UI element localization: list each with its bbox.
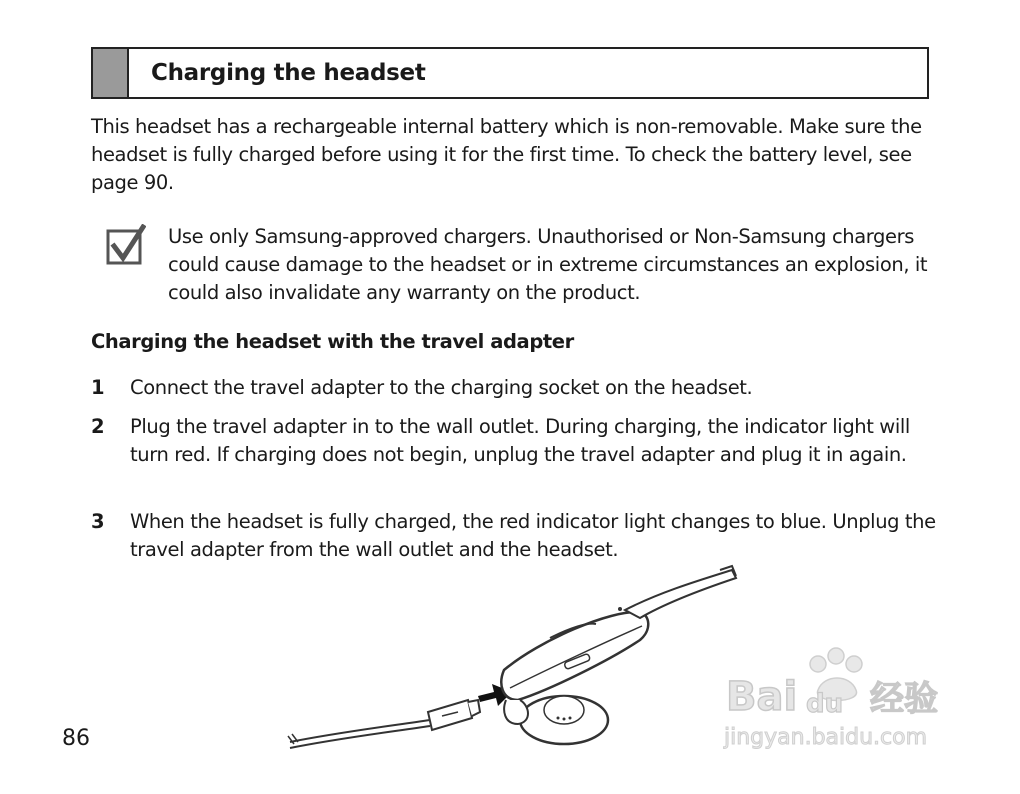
step-text: Connect the travel adapter to the charging socket on the headset. xyxy=(130,376,753,399)
checkbox-icon xyxy=(106,224,146,266)
section-title: Charging the headset xyxy=(151,60,426,86)
svg-text:jingyan.baidu.com: jingyan.baidu.com xyxy=(724,725,928,750)
svg-text:Bai: Bai xyxy=(726,674,798,720)
svg-text:du: du xyxy=(806,689,844,719)
step-text: When the headset is fully charged, the red indicator light changes to blue. Unplug the travel adapter from the wall outlet and the headset. xyxy=(130,510,936,561)
note-text: Use only Samsung-approved chargers. Unauthorised or Non-Samsung chargers could cause damage to the headset or in extreme circumstances an explosion, it could also invalidate any warranty on the product. xyxy=(168,225,928,304)
page-number: 86 xyxy=(62,726,90,751)
section-header xyxy=(91,47,929,99)
section-header-tab xyxy=(93,49,129,97)
step-text: Plug the travel adapter in to the wall outlet. During charging, the indicator light will turn red. If charging does not begin, unplug the travel adapter and plug it in again. xyxy=(130,415,910,466)
step-number: 2 xyxy=(91,415,105,438)
svg-text:经验: 经验 xyxy=(870,679,938,719)
subheading: Charging the headset with the travel adapter xyxy=(91,330,574,353)
step-number: 3 xyxy=(91,510,105,533)
step-number: 1 xyxy=(91,376,105,399)
intro-paragraph: This headset has a rechargeable internal battery which is non-removable. Make sure the headset is fully charged before using it for the first time. To check the battery level, see page 90. xyxy=(91,115,922,194)
headset-charging-illustration xyxy=(280,560,750,760)
baidu-watermark-logo xyxy=(722,640,962,750)
